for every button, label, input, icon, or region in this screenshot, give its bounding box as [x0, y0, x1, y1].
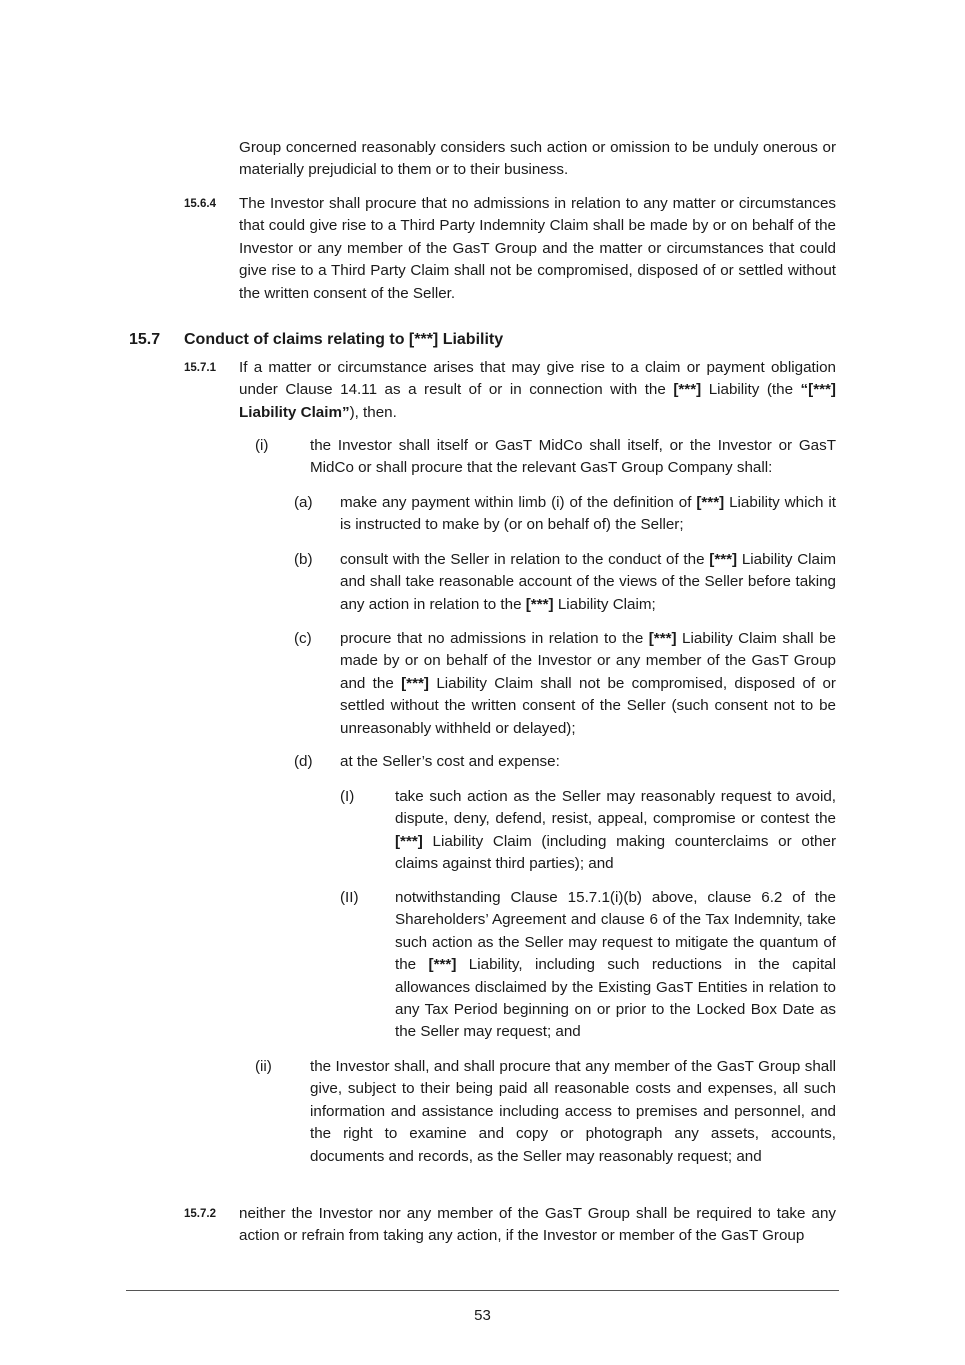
clause-15-7-1-text: If a matter or circumstance arises that may give rise to a claim or payment obligation under Clause 14.11 as a result of or in connection with the [***] Liability (the “[***] Liability Claim”), then. — [239, 359, 836, 421]
clause-15-7-2-text: neither the Investor nor any member of the GasT Group shall be required to take any action or refrain from taking any action, if the Investor or member of the GasT Group — [239, 1205, 836, 1245]
item-label-ii: (ii) — [255, 1058, 272, 1075]
item-label-a: (a) — [294, 494, 313, 511]
item-ii-text: the Investor shall, and shall procure that any member of the GasT Group shall give, subject to their being paid all reasonable costs and expenses, all such information and assistance including access to premises and personnel, and the right to examine and copy or photograph any assets, accounts, documents and records, as the Seller may reasonably request; and — [310, 1058, 836, 1165]
item-I-text: take such action as the Seller may reasonably request to avoid, dispute, deny, defend, resist, appeal, compromise or contest the [***] Liability Claim (including making counterclaims or other claims against third parties); and — [395, 788, 836, 873]
item-a-text: make any payment within limb (i) of the definition of [***] Liability which it is instructed to make by (or on behalf of) the Seller; — [340, 494, 836, 534]
item-label-I: (I) — [340, 788, 355, 805]
item-d-text: at the Seller’s cost and expense: — [340, 753, 560, 770]
item-label-b: (b) — [294, 551, 313, 568]
section-heading-15-7: Conduct of claims relating to [***] Liability — [184, 331, 504, 348]
item-label-d: (d) — [294, 753, 313, 770]
item-b-text: consult with the Seller in relation to the conduct of the [***] Liability Claim and shall take reasonable account of the views of the Seller before taking any action in relation to the [***] Liability Claim; — [340, 551, 837, 613]
clause-number-15-6-4: 15.6.4 — [184, 198, 216, 210]
item-i-text: the Investor shall itself or GasT MidCo shall itself, or the Investor or GasT MidCo or shall procure that the relevant GasT Group Company shall: — [310, 437, 836, 477]
item-II-text: notwithstanding Clause 15.7.1(i)(b) above, clause 6.2 of the Shareholders’ Agreement and clause 6 of the Tax Indemnity, take such action as the Seller may request to mitigate the quantum of the [***] Liability, including such reductions in the capital allowances disclaimed by the Existing GasT Entities in relation to any Tax Period beginning on or prior to the Locked Box Date as the Seller may request; and — [395, 889, 836, 1041]
page-number: 53 — [474, 1307, 491, 1324]
continuation-paragraph: Group concerned reasonably considers such action or omission to be unduly onerous or materially prejudicial to them or to their business. — [239, 139, 836, 179]
clause-number-15-7-2: 15.7.2 — [184, 1208, 216, 1220]
item-c-text: procure that no admissions in relation to the [***] Liability Claim shall be made by or on behalf of the Investor or any member of the GasT Group and the [***] Liability Claim shall not be compromised, disposed of or settled without the written consent of the Seller (such consent not to be unreasonably withheld or delayed); — [340, 630, 836, 737]
clause-15-6-4-text: The Investor shall procure that no admissions in relation to any matter or circumstances that could give rise to a Third Party Indemnity Claim shall be made by or on behalf of the Investor or any member of the GasT Group and the matter or circumstances that could give rise to a Third Party Claim shall not be compromised, disposed of or settled without the written consent of the Seller. — [239, 195, 836, 302]
section-number-15-7: 15.7 — [129, 331, 161, 348]
item-label-i: (i) — [255, 437, 269, 454]
footer-divider — [126, 1290, 839, 1291]
item-label-II: (II) — [340, 889, 359, 906]
clause-number-15-7-1: 15.7.1 — [184, 362, 216, 374]
item-label-c: (c) — [294, 630, 312, 647]
